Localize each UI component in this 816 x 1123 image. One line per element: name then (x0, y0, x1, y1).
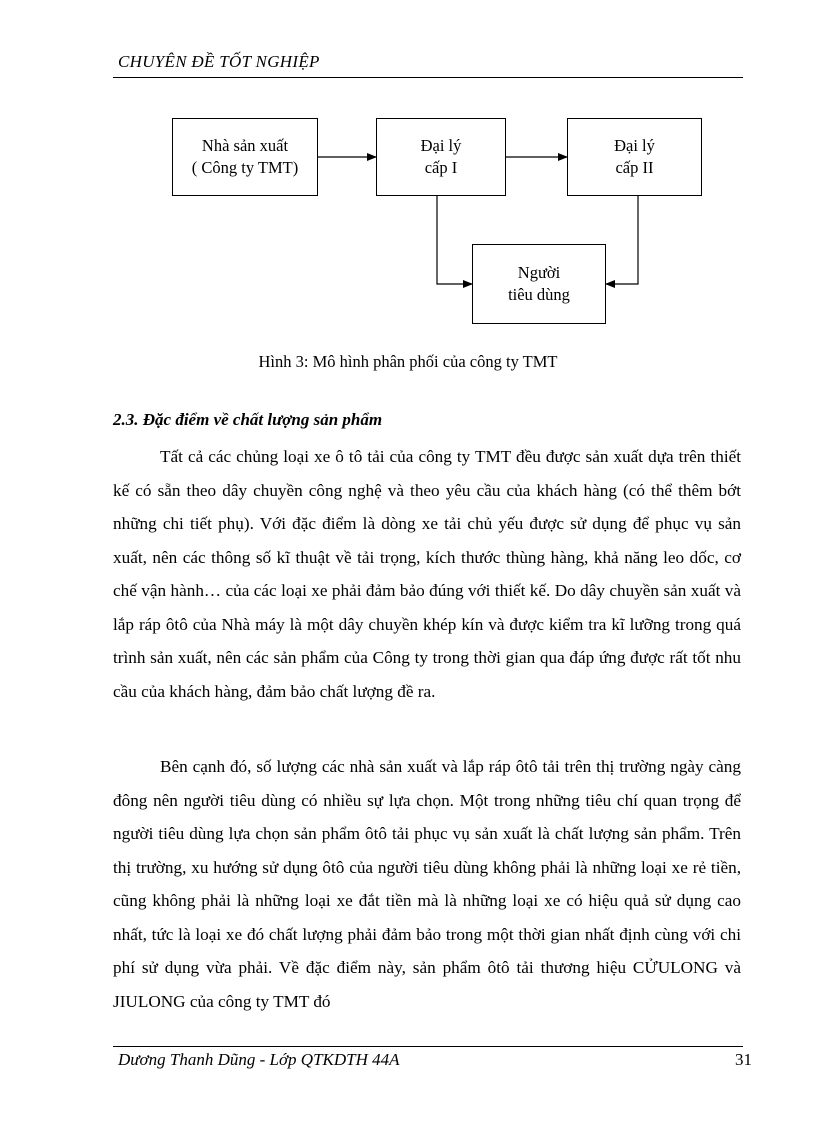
node-agent1-line1: Đại lý (420, 136, 462, 155)
section-heading: 2.3. Đặc điểm về chất lượng sản phẩm (113, 410, 383, 429)
page-header-title: CHUYÊN ĐỀ TỐT NGHIỆP (118, 52, 320, 71)
node-producer-line1: Nhà sản xuất (201, 136, 289, 155)
figure-caption: Hình 3: Mô hình phân phối của công ty TMT (258, 352, 558, 371)
node-consumer (472, 244, 606, 324)
node-producer-line2: ( Công ty TMT) (191, 158, 299, 177)
footer-divider (113, 1046, 743, 1047)
footer-author: Dương Thanh Dũng - Lớp QTKDTH 44A (118, 1050, 400, 1069)
node-agent-level1 (376, 118, 506, 196)
node-consumer-line1: Người (517, 263, 561, 282)
page-number: 31 (735, 1050, 752, 1069)
node-consumer-line2: tiêu dùng (508, 285, 570, 304)
body-paragraph-1: Tất cả các chủng loại xe ô tô tải của công ty TMT đều được sản xuất dựa trên thiết kế có sẵn theo dây chuyền công nghệ và theo yêu cầu của khách hàng (có thể thêm bớt những chi tiết phụ). Với đặc điểm là dòng xe tải chủ yếu được sử dụng để phục vụ sản xuất, nên các thông số kĩ thuật về tải trọng, kích thước thùng hàng, khả năng leo dốc, cơ chế vận hành… của các loại xe phải đảm bảo đúng với thiết kế. Do dây chuyền sản xuất và lắp ráp ôtô của Nhà máy là một dây chuyền khép kín và được kiểm tra kĩ lưỡng trong quá trình sản xuất, nên các sản phẩm của Công ty trong thời gian qua đáp ứng được rất tốt nhu cầu của khách hàng, đảm bảo chất lượng đề ra. (113, 447, 741, 701)
body-paragraph-2: Bên cạnh đó, số lượng các nhà sản xuất và lắp ráp ôtô tải trên thị trường ngày càng đông nên người tiêu dùng có nhiều sự lựa chọn. Một trong những tiêu chí quan trọng để người tiêu dùng lựa chọn sản phẩm ôtô tải phục vụ sản xuất là chất lượng sản phẩm. Trên thị trường, xu hướng sử dụng ôtô của người tiêu dùng không phải là những loại xe rẻ tiền, cũng không phải là những loại xe đắt tiền mà là những loại xe có hiệu quả sử dụng cao nhất, tức là loại xe đó chất lượng phải đảm bảo trong một thời gian nhất định cùng với chi phí sử dụng vừa phải. Về đặc điểm này, sản phẩm ôtô tải thương hiệu CỬULONG và JIULONG của công ty TMT đó (113, 757, 741, 1011)
node-producer (172, 118, 318, 196)
node-agent2-line1: Đại lý (614, 136, 655, 155)
node-agent1-line2: cấp I (424, 158, 458, 177)
node-agent2-line2: cấp II (615, 158, 654, 177)
arrow-agent1-to-consumer (437, 196, 472, 284)
node-agent-level2 (567, 118, 702, 196)
arrow-agent2-to-consumer (606, 196, 638, 284)
